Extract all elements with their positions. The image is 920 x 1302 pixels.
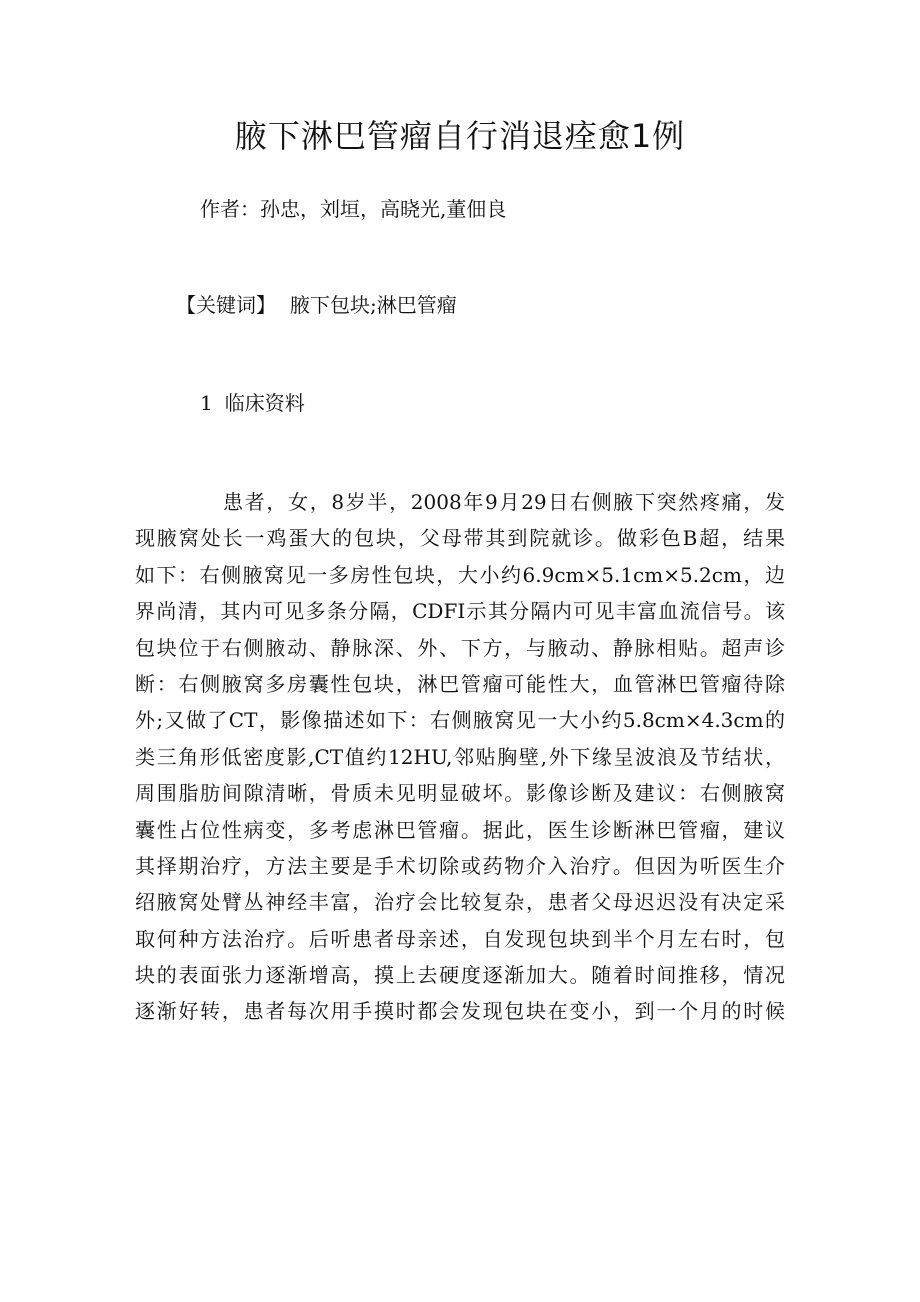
paragraph-line: 其择期治疗，方法主要是手术切除或药物介入治疗。但因为听医生介 bbox=[135, 853, 785, 878]
keywords-value: 腋下包块;淋巴管瘤 bbox=[290, 293, 457, 317]
paragraph-line: 界尚清，其内可见多条分隔，CDFI示其分隔内可见丰富血流信号。该 bbox=[135, 599, 785, 624]
keywords-line bbox=[176, 288, 457, 322]
paragraph-line: 如下：右侧腋窝见一多房性包块，大小约6.9cm×5.1cm×5.2cm，边 bbox=[135, 562, 785, 587]
paragraph-line: 块的表面张力逐渐增高，摸上去硬度逐渐加大。随着时间推移，情况 bbox=[135, 963, 785, 988]
paragraph-line: 逐渐好转，患者每次用手摸时都会发现包块在变小，到一个月的时候 bbox=[135, 999, 785, 1024]
paragraph-line: 外;又做了CT，影像描述如下：右侧腋窝见一大小约5.8cm×4.3cm的 bbox=[135, 708, 785, 733]
body-paragraph bbox=[135, 484, 785, 1030]
paragraph-line: 断：右侧腋窝多房囊性包块，淋巴管瘤可能性大，血管淋巴管瘤待除 bbox=[135, 671, 785, 696]
paragraph-line: 囊性占位性病变，多考虑淋巴管瘤。据此，医生诊断淋巴管瘤，建议 bbox=[135, 817, 785, 842]
paragraph-line: 现腋窝处长一鸡蛋大的包块，父母带其到院就诊。做彩色B超，结果 bbox=[135, 526, 785, 551]
section-heading bbox=[200, 386, 305, 420]
authors-line: 作者：孙忠，刘垣，高晓光,董佃良 bbox=[200, 197, 507, 221]
section-number: 1 bbox=[200, 391, 213, 415]
keywords-label: 【关键词】 bbox=[176, 293, 276, 317]
document-title: 腋下淋巴管瘤自行消退痊愈1例 bbox=[234, 117, 686, 155]
paragraph-line: 取何种方法治疗。后听患者母亲述，自发现包块到半个月左右时，包 bbox=[135, 926, 785, 951]
paragraph-line: 患者，女，8岁半，2008年9月29日右侧腋下突然疼痛，发 bbox=[223, 490, 785, 514]
section-title: 临床资料 bbox=[224, 391, 305, 415]
paragraph-line: 包块位于右侧腋动、静脉深、外、下方，与腋动、静脉相贴。超声诊 bbox=[135, 635, 785, 660]
paragraph-line: 绍腋窝处臂丛神经丰富，治疗会比较复杂，患者父母迟迟没有决定采 bbox=[135, 890, 785, 915]
paragraph-line: 周围脂肪间隙清晰，骨质未见明显破坏。影像诊断及建议：右侧腋窝 bbox=[135, 781, 785, 806]
paragraph-line: 类三角形低密度影,CT值约12HU,邻贴胸壁,外下缘呈波浪及节结状， bbox=[135, 744, 785, 769]
